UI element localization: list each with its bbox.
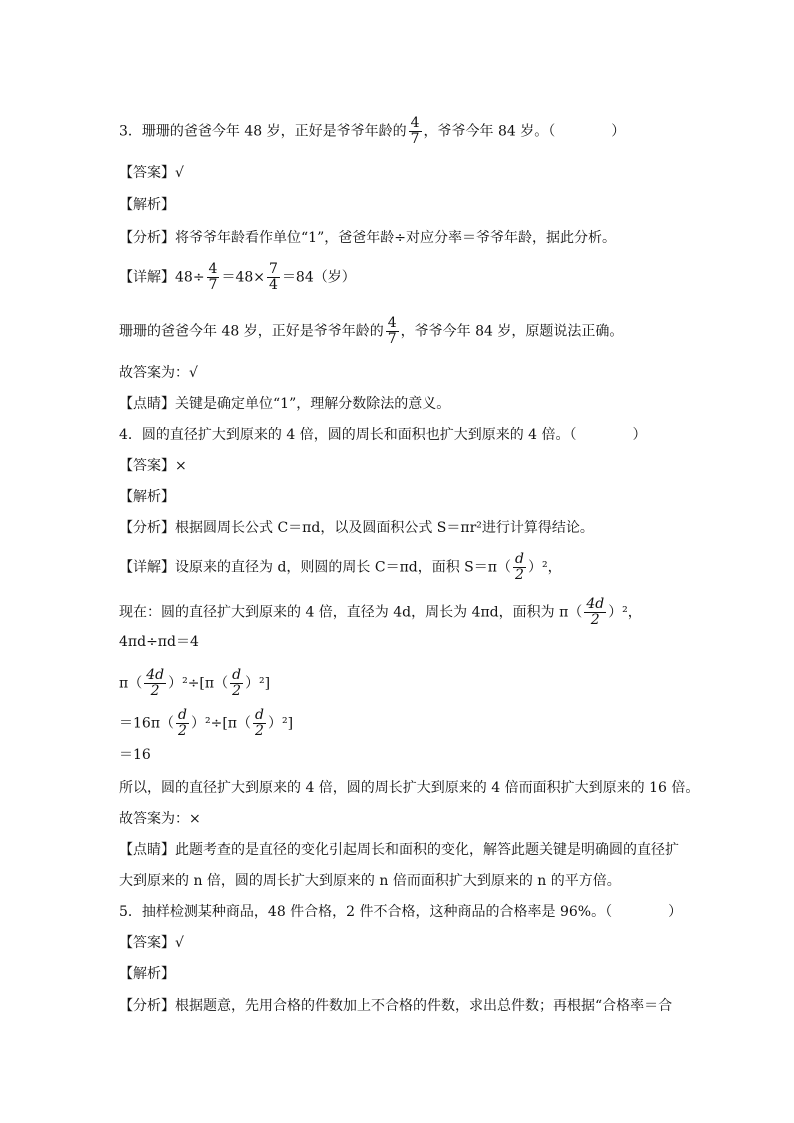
q4-analysis-heading: 【解析】 — [119, 489, 175, 505]
fraction: $\frac{4}{7}$ — [208, 261, 218, 293]
fraction: $\frac{d}{2}$ — [514, 551, 524, 583]
q4-final-answer: 故答案为：× — [119, 811, 201, 827]
q4-calc-4: ＝16 — [119, 747, 151, 763]
fraction: $\frac{d}{2}$ — [232, 667, 242, 699]
q5-stem: 5．抽样检测某种商品，48 件合格，2 件不合格，这种商品的合格率是 96%。（ ） — [119, 904, 683, 920]
q3-final-answer: 故答案为：√ — [119, 365, 198, 381]
q4-stem: 4．圆的直径扩大到原来的 4 倍，圆的周长和面积也扩大到原来的 4 倍。（ ） — [119, 427, 647, 443]
q4-suoyi: 所以，圆的直径扩大到原来的 4 倍，圆的周长扩大到原来的 4 倍而面积扩大到原来的 16 倍。 — [119, 780, 700, 796]
q4-calc-3: ＝16π（ $\frac{d}{2}$ ）²÷[π（ $\frac{d}{2}$ ）²] — [119, 707, 294, 739]
fraction: $\frac{d}{2}$ — [255, 707, 264, 739]
q5-answer: 【答案】√ — [119, 935, 184, 951]
q3-answer: 【答案】√ — [119, 165, 184, 181]
q4-detail: 【详解】设原来的直径为 d，则圆的周长 C＝πd，面积 S＝π（ $\frac{d}{2}$ ）²， — [119, 551, 562, 583]
q3-fenxi: 【分析】将爷爷年龄看作单位“1”，爸爸年龄÷对应分率＝爷爷年龄，据此分析。 — [119, 230, 616, 246]
fraction: $\frac{7}{4}$ — [269, 261, 278, 293]
q5-fenxi: 【分析】根据题意，先用合格的件数加上不合格的件数，求出总件数；再根据“合格率＝合 — [119, 998, 673, 1014]
fraction: $\frac{4d}{2}$ — [146, 667, 165, 699]
q4-dianjing-1: 【点睛】此题考查的是直径的变化引起周长和面积的变化，解答此题关键是明确圆的直径扩 — [119, 842, 679, 858]
fraction: $\frac{d}{2}$ — [178, 707, 187, 739]
q4-now: 现在：圆的直径扩大到原来的 4 倍，直径为 4d，周长为 4πd，面积为 π（ $\frac{4d}{2}$ ）²， — [119, 596, 642, 628]
q3-conclusion: 珊珊的爸爸今年 48 岁，正好是爷爷年龄的 $\frac{4}{7}$ ，爷爷今年 84 岁，原题说法正确。 — [119, 315, 624, 347]
q3-stem-text-b: ，爷爷今年 84 岁。（ ） — [423, 123, 626, 140]
q3-dianjing: 【点睛】关键是确定单位“1”，理解分数除法的意义。 — [119, 396, 451, 412]
fraction: $\frac{4}{7}$ — [387, 315, 397, 347]
q3-stem — [119, 116, 625, 147]
fraction: $\frac{4d}{2}$ — [586, 596, 605, 628]
q4-calc-1: 4πd÷πd＝4 — [119, 634, 199, 650]
q4-fenxi: 【分析】根据圆周长公式 C＝πd，以及圆面积公式 S＝πr²进行计算得结论。 — [119, 520, 594, 536]
q4-dianjing-2: 大到原来的 n 倍，圆的周长扩大到原来的 n 倍而面积扩大到原来的 n 的平方倍。 — [119, 873, 621, 889]
q4-answer: 【答案】× — [119, 458, 187, 474]
q3-analysis-heading: 【解析】 — [119, 197, 175, 213]
q5-analysis-heading: 【解析】 — [119, 966, 175, 982]
q3-detail: 【详解】48÷ $\frac{4}{7}$ ＝48× $\frac{7}{4}$ ＝84（岁） — [119, 261, 356, 293]
q3-stem-text-a: 3．珊珊的爸爸今年 48 岁，正好是爷爷年龄的 — [119, 123, 407, 140]
fraction: $\frac{4}{7}$ — [410, 115, 420, 147]
q4-calc-2: π（ $\frac{4d}{2}$ ）²÷[π（ $\frac{d}{2}$ ）²] — [119, 667, 271, 699]
